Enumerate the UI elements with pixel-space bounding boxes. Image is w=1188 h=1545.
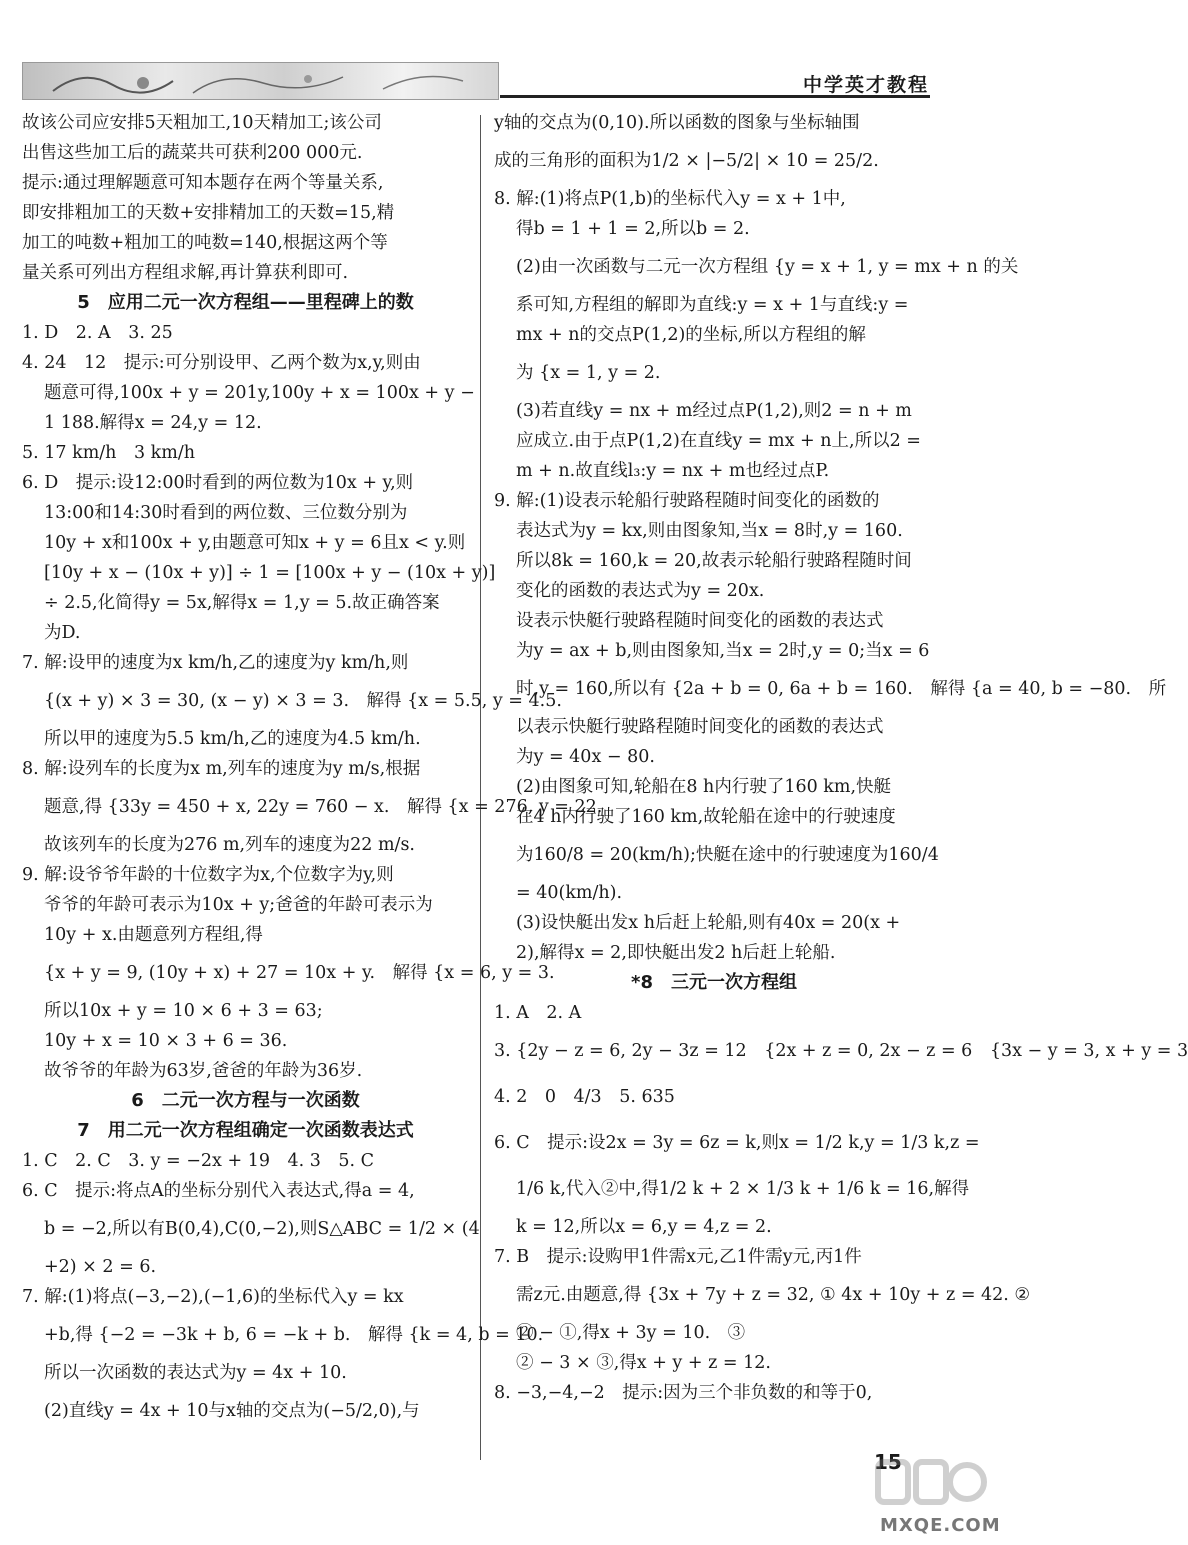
section-heading: 5 应用二元一次方程组——里程碑上的数 bbox=[77, 292, 414, 313]
text-line: = 40(km/h). bbox=[516, 883, 623, 903]
text-line: 题意,得 {33y = 450 + x, 22y = 760 − x. 解得 {x = 276, y = 22. bbox=[44, 797, 603, 817]
text-line: 以表示快艇行驶路程随时间变化的函数的表达式 bbox=[516, 717, 884, 737]
text-line: m + n.故直线l₃:y = nx + m也经过点P. bbox=[516, 461, 830, 481]
text-line: ÷ 2.5,化简得y = 5x,解得x = 1,y = 5.故正确答案 bbox=[44, 593, 440, 613]
text-line: 成的三角形的面积为1/2 × |−5/2| × 10 = 25/2. bbox=[494, 151, 879, 171]
text-line: 题意可得,100x + y = 201y,100y + x = 100x + y − bbox=[44, 383, 475, 403]
text-line: (3)若直线y = nx + m经过点P(1,2),则2 = n + m bbox=[516, 401, 912, 421]
text-line: 6. D 提示:设12:00时看到的两位数为10x + y,则 bbox=[22, 473, 414, 493]
text-line: ② − ①,得x + 3y = 10. ③ bbox=[516, 1323, 746, 1343]
text-line: 7. 解:设甲的速度为x km/h,乙的速度为y km/h,则 bbox=[22, 653, 409, 673]
header-banner bbox=[22, 62, 499, 100]
text-line: 所以10x + y = 10 × 6 + 3 = 63; bbox=[44, 1001, 323, 1021]
text-line: 在4 h内行驶了160 km,故轮船在途中的行驶速度 bbox=[516, 807, 896, 827]
text-line: 10y + x = 10 × 3 + 6 = 36. bbox=[44, 1031, 288, 1051]
text-line: 故爷爷的年龄为63岁,爸爸的年龄为36岁. bbox=[44, 1061, 363, 1081]
text-line: (2)由图象可知,轮船在8 h内行驶了160 km,快艇 bbox=[516, 777, 892, 797]
text-line: 提示:通过理解题意可知本题存在两个等量关系, bbox=[22, 173, 384, 193]
text-line: 5. 17 km/h 3 km/h bbox=[22, 443, 196, 463]
text-line: y轴的交点为(0,10).所以函数的图象与坐标轴围 bbox=[494, 113, 860, 133]
header-title: 中学英才教程 bbox=[803, 74, 930, 96]
text-line: 设表示快艇行驶路程随时间变化的函数的表达式 bbox=[516, 611, 884, 631]
text-line: {(x + y) × 3 = 30, (x − y) × 3 = 3. 解得 {x = 5.5, y = 4.5. bbox=[44, 691, 562, 711]
text-line: 13:00和14:30时看到的两位数、三位数分别为 bbox=[44, 503, 408, 523]
text-line: 10y + x和100x + y,由题意可知x + y = 6且x < y.则 bbox=[44, 533, 466, 553]
text-line: 为y = ax + b,则由图象知,当x = 2时,y = 0;当x = 6 bbox=[516, 641, 930, 661]
text-line: ② − 3 × ③,得x + y + z = 12. bbox=[516, 1353, 771, 1373]
text-line: (3)设快艇出发x h后赶上轮船,则有40x = 20(x + bbox=[516, 913, 901, 933]
text-line: 所以甲的速度为5.5 km/h,乙的速度为4.5 km/h. bbox=[44, 729, 421, 749]
section-heading: 7 用二元一次方程组确定一次函数表达式 bbox=[77, 1120, 414, 1141]
text-line: 1 188.解得x = 24,y = 12. bbox=[44, 413, 262, 433]
text-line: mx + n的交点P(1,2)的坐标,所以方程组的解 bbox=[516, 325, 866, 345]
page-number: 15 bbox=[874, 1450, 902, 1474]
text-line: (2)由一次函数与二元一次方程组 {y = x + 1, y = mx + n 的关 bbox=[516, 257, 1019, 277]
text-line: 9. 解:设爷爷年龄的十位数字为x,个位数字为y,则 bbox=[22, 865, 394, 885]
text-line: 3. {2y − z = 6, 2y − 3z = 12 {2x + z = 0, 2x − z = 6 {3x − y = 3, x + y = 3 bbox=[494, 1041, 1188, 1061]
text-line: 变化的函数的表达式为y = 20x. bbox=[516, 581, 765, 601]
text-line: 出售这些加工后的蔬菜共可获利200 000元. bbox=[22, 143, 363, 163]
text-line: 即安排粗加工的天数+安排精加工的天数=15,精 bbox=[22, 203, 395, 223]
text-line: 所以8k = 160,k = 20,故表示轮船行驶路程随时间 bbox=[516, 551, 912, 571]
text-line: 为y = 40x − 80. bbox=[516, 747, 655, 767]
text-line: 需z元.由题意,得 {3x + 7y + z = 32, ① 4x + 10y + z = 42. ② bbox=[516, 1285, 1031, 1305]
text-line: 表达式为y = kx,则由图象知,当x = 8时,y = 160. bbox=[516, 521, 903, 541]
text-line: 所以一次函数的表达式为y = 4x + 10. bbox=[44, 1363, 347, 1383]
text-line: 应成立.由于点P(1,2)在直线y = mx + n上,所以2 = bbox=[516, 431, 921, 451]
text-line: 为 {x = 1, y = 2. bbox=[516, 363, 661, 383]
section-heading: *8 三元一次方程组 bbox=[631, 972, 797, 993]
text-line: 6. C 提示:将点A的坐标分别代入表达式,得a = 4, bbox=[22, 1181, 415, 1201]
text-line: 8. 解:(1)将点P(1,b)的坐标代入y = x + 1中, bbox=[494, 189, 846, 209]
text-line: 1. A 2. A bbox=[494, 1003, 582, 1023]
text-line: 爷爷的年龄可表示为10x + y;爸爸的年龄可表示为 bbox=[44, 895, 433, 915]
text-line: 系可知,方程组的解即为直线:y = x + 1与直线:y = bbox=[516, 295, 909, 315]
text-line: 7. B 提示:设购甲1件需x元,乙1件需y元,丙1件 bbox=[494, 1247, 862, 1267]
text-line: b = −2,所以有B(0,4),C(0,−2),则S△ABC = 1/2 × (4 bbox=[44, 1219, 480, 1239]
text-line: {x + y = 9, (10y + x) + 27 = 10x + y. 解得 {x = 6, y = 3. bbox=[44, 963, 555, 983]
text-line: [10y + x − (10x + y)] ÷ 1 = [100x + y − (10x + y)] bbox=[44, 563, 496, 583]
text-line: +2) × 2 = 6. bbox=[44, 1257, 157, 1277]
text-line: 为160/8 = 20(km/h);快艇在途中的行驶速度为160/4 bbox=[516, 845, 939, 865]
text-line: 8. 解:设列车的长度为x m,列车的速度为y m/s,根据 bbox=[22, 759, 421, 779]
text-line: 1. D 2. A 3. 25 bbox=[22, 323, 173, 343]
text-line: +b,得 {−2 = −3k + b, 6 = −k + b. 解得 {k = 4, b = 10. bbox=[44, 1325, 544, 1345]
text-line: 时,y = 160,所以有 {2a + b = 0, 6a + b = 160. 解得 {a = 40, b = −80. 所 bbox=[516, 679, 1167, 699]
text-line: 故该公司应安排5天粗加工,10天精加工;该公司 bbox=[22, 113, 382, 133]
text-line: 4. 2 0 4/3 5. 635 bbox=[494, 1087, 675, 1107]
text-line: 10y + x.由题意列方程组,得 bbox=[44, 925, 263, 945]
right-column bbox=[494, 108, 1188, 1408]
text-line: 6. C 提示:设2x = 3y = 6z = k,则x = 1/2 k,y = 1/3 k,z = bbox=[494, 1133, 980, 1153]
text-line: 4. 24 12 提示:可分别设甲、乙两个数为x,y,则由 bbox=[22, 353, 421, 373]
text-line: 故该列车的长度为276 m,列车的速度为22 m/s. bbox=[44, 835, 415, 855]
text-line: 1/6 k,代入②中,得1/2 k + 2 × 1/3 k + 1/6 k = 16,解得 bbox=[516, 1179, 970, 1199]
text-line: k = 12,所以x = 6,y = 4,z = 2. bbox=[516, 1217, 772, 1237]
text-line: (2)直线y = 4x + 10与x轴的交点为(−5/2,0),与 bbox=[44, 1401, 420, 1421]
text-line: 2),解得x = 2,即快艇出发2 h后赶上轮船. bbox=[516, 943, 836, 963]
text-line: 9. 解:(1)设表示轮船行驶路程随时间变化的函数的 bbox=[494, 491, 880, 511]
header-rule bbox=[500, 95, 930, 98]
banner-decoration bbox=[23, 63, 498, 99]
text-line: 得b = 1 + 1 = 2,所以b = 2. bbox=[516, 219, 750, 239]
section-heading: 6 二元一次方程与一次函数 bbox=[131, 1090, 360, 1111]
watermark-text: MXQE.COM bbox=[880, 1515, 1001, 1536]
text-line: 8. −3,−4,−2 提示:因为三个非负数的和等于0, bbox=[494, 1383, 873, 1403]
text-line: 7. 解:(1)将点(−3,−2),(−1,6)的坐标代入y = kx bbox=[22, 1287, 404, 1307]
text-line: 量关系可列出方程组求解,再计算获利即可. bbox=[22, 263, 349, 283]
text-line: 为D. bbox=[44, 623, 81, 643]
text-line: 加工的吨数+粗加工的吨数=140,根据这两个等 bbox=[22, 233, 388, 253]
text-line: 1. C 2. C 3. y = −2x + 19 4. 3 5. C bbox=[22, 1151, 374, 1171]
